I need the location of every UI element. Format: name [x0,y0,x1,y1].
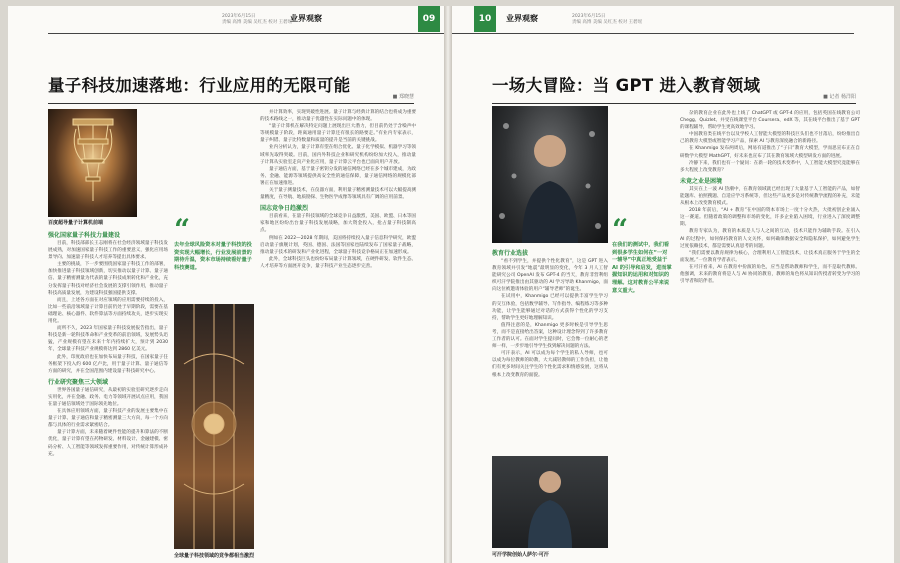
paragraph: 而所不久，2023 年国家量子科技发展报告指出，量子科技是新一轮科技革命和产业变革的前沿领域，发展势头迅猛，产业规模有望在未来十年内持续扩大，预计到 2030 年，全球量子科技产业规模将达到 2860 亿美元。 [48,326,168,353]
paragraph: 杂的教育企业在此外也上线了 ChatGPT 或 GPT-4 的应用，包括英国在线教育公司 Chegg、Quizlet、并受在线课堂平台 Coursera、edX 等，其在线平台推出了基于 GPT 的课程辅导，帮助学生更高效地学习。 [680,111,860,131]
right-title-rule [492,103,856,104]
paragraph: 在试用中，Khanmigo 已经可以提供丰富学生学习的交互体验，包括数学辅导、写作指导、编程练习等多种功能，让学生能够通过对话的方式获得个性化的学习支持，帮助学生更好地理解知识。 [492,294,608,321]
quantum-computer-photo [48,109,137,217]
left-column-1 [48,228,168,561]
left-photo2-caption: 全球量子科技领域的竞争都相当激烈 [174,553,255,559]
left-page [8,6,444,563]
paragraph: 教育专家认为，教育的本质是人与人之间的互动，技术只能作为辅助手段。在引入 AI 的过程中，如何保持教育的人文关怀，如何确保数据安全和隐私保护，如何避免学生过度依赖技术，都是需要认真思考的问题。 [680,229,860,249]
left-byline: ■ 郑晓慧 [392,94,414,100]
left-photo-caption: 百度超导量子计算机前端 [48,220,104,226]
person-illustration [492,456,608,548]
section-heading: 未竟之业是困境 [680,177,723,185]
left-column-2 [260,109,416,441]
left-title-rule [48,103,414,104]
right-page [452,6,894,563]
quote-mark-icon: “ [174,213,191,246]
quantum-equipment-photo [174,304,254,549]
paragraph: 目前，科技部部长王志刚将在社会经济领域量子科技发展成熟，对加速国家量子科技工作的重要意义，强化应用场景导向、加速量子科技人才培养等提出具体要求。 [48,241,168,261]
left-section-title: 业界观察 [290,14,322,23]
right-page-header [452,6,894,32]
quantum-chandelier-illustration [48,109,137,217]
paragraph: 此外，全球科技巨头也纷纷布局量子计算领域，在硬件研发、软件生态、人才培养等方面展开竞争，量子科技产业生态逐步完善。 [260,256,416,269]
paragraph: 量子计算方面，未来随着硬件性能的提升和算法的不断优化，量子计算有望在药物研发、材料设计、金融建模、密码分析、人工智能等领域发挥重要作用，对传统计算形成补充。 [48,430,168,457]
paragraph: 中国教育类在线平台以及学校人工智能大模型的科技巨头们也不甘落后，纷纷推出自己的教育大模型或智能学习产品，探索 AI 与教育深度融合的新路径。 [680,132,860,145]
left-page-header [8,6,444,32]
right-article-title: 一场大冒险：当 GPT 进入教育领域 [492,76,761,95]
right-quote-text: 在我们的测试中，我们看到很多学生如何在“一对一辅导”中真正地受益于 AI 的引导和启发，进而掌握知识的运用和对知识的理解。这对教育公平来说意义重大。 [612,242,672,294]
section-heading: 教育行业选拔 [492,250,529,257]
paragraph: 例如在 2022—2028 年期间，美国将持续投入量子信息科学研究，欧盟启动量子旗舰计划，英国、德国、法国等国家也陆续发布了国家量子战略，推动量子技术的研发和产业化进程，全球量子科技竞争格局正在加速形成。 [260,235,416,255]
right-pull-quote [612,213,672,295]
left-quote-text: 去年全球风险资本对量子科技的投资实现大幅增长，行业发展前景的期待升温，资本市场持续看好量子科技赛道。 [174,242,252,271]
right-page-number: 10 [474,6,496,32]
paragraph: 关于量子测量技术，在仪器方面，利用量子精密测量技术可以大幅提高测量精度，在导航、地质勘探、生物医学成像等领域具有广阔的应用前景。 [260,188,416,201]
paragraph: 业内分析认为，量子计算有望在组合优化、量子化学模拟、机器学习等领域率先取得突破。目前，国内外科技企业和研究机构纷纷加大投入，推动量子计算从实验室走向产业化应用，量子计算云平台也已面向用户开放。 [260,145,416,165]
paragraph: 冷静下来，我们也有一个疑问：在新一轮的技术变革中，人工智能大模型究竟能够在多大程度上改变教育？ [680,160,860,173]
paragraph: 并计算效率，实现突破性进展。量子计算与经典计算的结合也将成为重要的技术路线之一，推动量子优越性在实际问题中的体现。 [260,110,416,123]
paragraph: 目前看来，在量子科技领域的全球竞争日益激烈，美国、欧盟、日本等国家和地区纷纷出台量子科技发展战略，加大资金投入，抢占量子科技制高点。 [260,214,416,234]
khan-full-photo [492,456,608,548]
khan-portrait-photo [492,106,608,243]
left-header-meta: 2023年6月15日 责编 高博 美编 吴红杰 校对 王碧瑶 [222,14,293,25]
paragraph: 值得注意的是，Khanmigo 更多时候是引导学生思考，而不是直接给出答案，这种设计理念得到了许多教育工作者的认可。在面对学生提问时，它会像一位耐心的老师一样，一步步地引导学生找到解决问题的方法。 [492,322,608,350]
left-page-number: 09 [418,6,440,32]
portrait-illustration [492,106,608,243]
paragraph: 主要的挑战，下一步要围绕国家量子科技工作的部署，加快推进量子科技领域创新，切实推动以量子计算、量子通信、量子精密测量为代表的量子科技成果转化和产业化，充分发挥量子科技对经济社会发展的支撑引领作用，推动量子科技高质量发展，为建设科技强国提供支撑。 [48,262,168,296]
left-pull-quote [174,213,254,272]
section-heading: 国志竞争日趋激烈 [260,205,309,213]
center-gutter [444,6,452,563]
paragraph: “我们需要以教育规律为核心，合理利用人工智能技术，让技术真正服务于学生的全面发展。”一位教育学者表示。 [680,250,860,263]
paragraph: 其实在上一波 AI 热潮中，在教育领域就已经出现了大量基于人工智能的产品，如智能题库、拍照搜题、自适应学习系统等，但这些产品更多是对传统教学流程的补充，未能从根本上改变教育模式。 [680,186,860,207]
paragraph: 在具体应用领域方面，量子科技产业的发展主要集中在量子计算、量子通信和量子精密测量三大方向，每一个方向都与具体的行业需求紧密结合。 [48,409,168,429]
paragraph: 在 Khanmigo 发布两周后，网易有道推出了“子曰”教育大模型，学而思宣布正在自研数学大模型 MathGPT，好未来也宣布了其在教育领域大模型研发方面的进展。 [680,146,860,159]
left-header-rule [48,33,444,34]
right-column-2 [680,110,860,560]
paragraph: 2018 年前后，“AI + 教育”在中国的资本市场上一度十分火热，大批初创企业涌入这一赛道。但随着政策的调整和市场的变化，许多企业陷入困境，行业进入了深度调整期。 [680,208,860,228]
paragraph: 在可汗看来，AI 在教育中扮演的角色，应当是帮助教师和学生，而不是取代教师。他强调，未来的教育将是人与 AI 协同的教育，教师的角色将从知识传授者转变为学习的引导者和陪伴者。 [680,264,860,285]
paragraph: “量子计算机在解决特定问题上展现出巨大潜力，但目前仍处于含噪声中等规模量子阶段，距离通用量子计算还有很长的路要走。”有业内专家表示，量子纠错、量子比特数量和质量的提升是当前的关键挑战。 [260,124,416,144]
quantum-equipment-illustration [174,304,254,549]
right-header-meta: 2023年6月15日 责编 高博 美编 吴红杰 校对 王碧瑶 [572,14,643,25]
paragraph: 可汗表示，AI 可以成为每个学生的私人导师，也可以成为每位教师的助教，大大减轻教师的工作负担，让他们有更多时间关注学生的个性化需求和情感发展，这将从根本上改变教育的面貌。 [492,351,608,378]
paragraph: 量子通信方面，基于量子密钥分发的通信网络已经在多个城市建成，为政务、金融、能源等领域提供高安全性的通信保障，量子通信网络的规模化部署正在加速推进。 [260,166,416,186]
paragraph: 世界各国量子通信研究，从最初的实验室研究逐步走向实用化，并在金融、政务、电力等领域开展试点应用，我国在量子通信领域处于国际领先地位。 [48,387,168,407]
right-section-title: 业界观察 [506,14,538,23]
right-photo-caption: 可汗学院创始人萨尔·可汗 [492,552,549,558]
paragraph: “看不到学生，并提供个性化教育”，这是 GPT 进入教育领域并引发“地震”最明显的变化，今年 3 月人工智能研究公司 OpenAI 发布 GPT-4 的当天，教育非营利组织可汗学院推出由其驱动的 AI 学习导助 Khanmigo，面向这位被邀请体验的用户“辅导老师”的诞生。 [492,259,608,293]
right-byline: ■ 记者 杨洋阳 [823,94,856,100]
section-heading: 强化国家量子科技力量建设 [48,232,121,239]
paragraph: 而且，上述各方面在对应领域的应用需要持续的投入，比如一些前沿领域量子计算目前仍处于早期阶段，需要在基础理论、核心器件、软件算法等方面持续攻关，逐步实现实用化。 [48,297,168,325]
section-heading: 行业研究聚焦三大领域 [48,378,109,386]
left-article-title: 量子科技加速落地：行业应用的无限可能 [48,76,351,95]
quote-mark-icon: “ [612,213,629,246]
paragraph: 此外，印度政府也在加快布局量子科技，在国家量子任务框架下投入约 600 亿卢比，用于量子计算、量子通信等方面的研究，并在全国范围内建设量子科技研究中心。 [48,354,168,374]
right-header-rule [452,33,854,34]
